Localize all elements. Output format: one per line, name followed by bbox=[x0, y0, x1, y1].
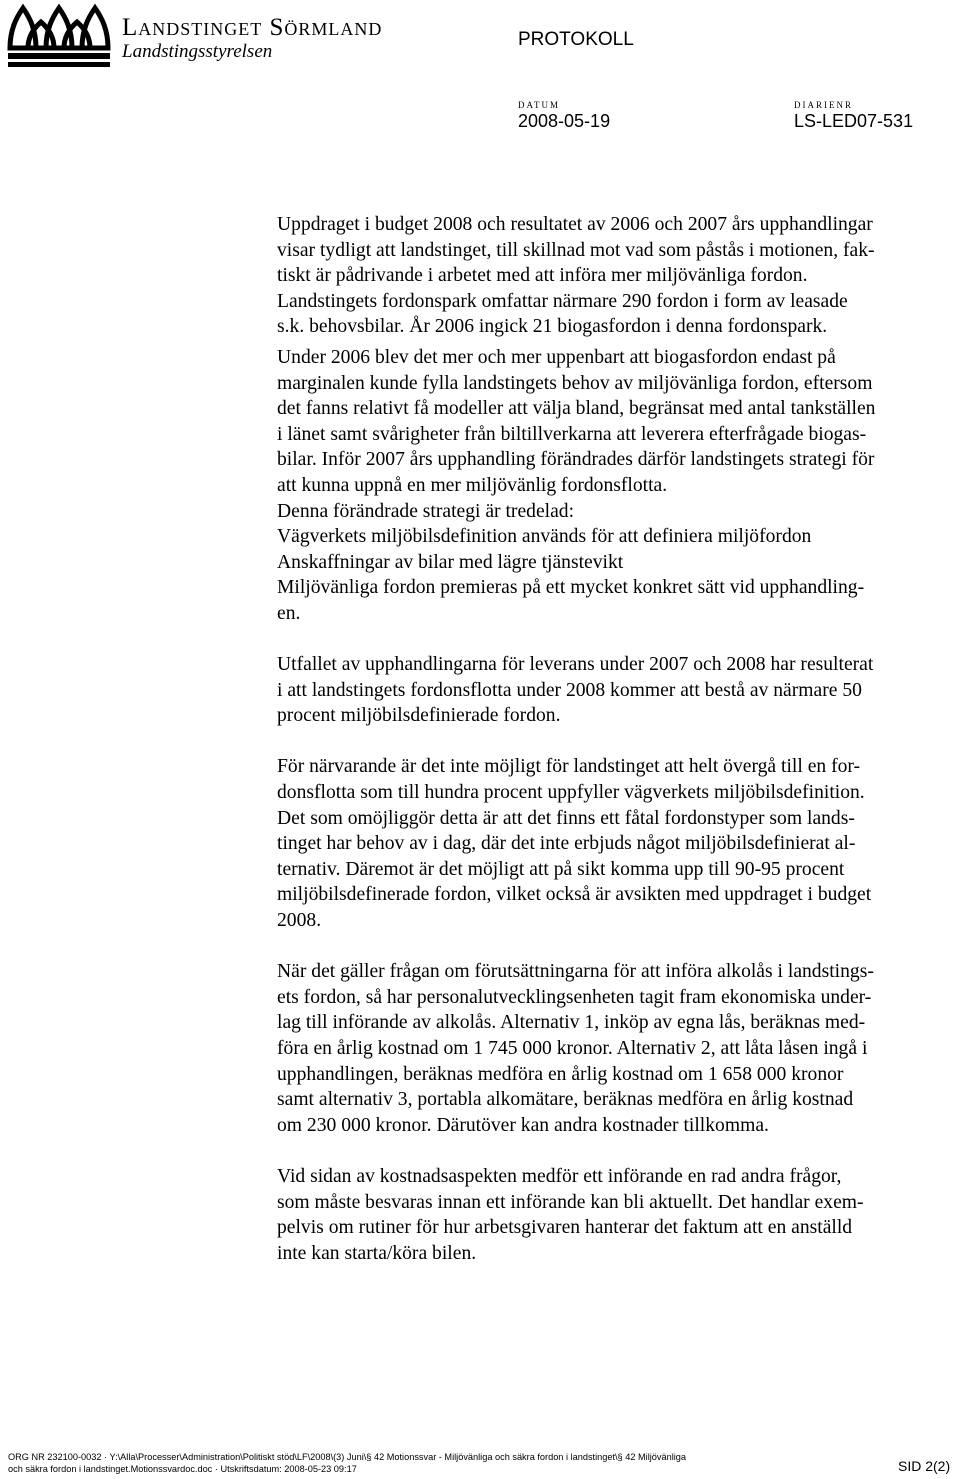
text-line: föra en årlig kostnad om 1 745 000 kronor. Alternativ 2, att låta låsen ingå i bbox=[277, 1038, 868, 1059]
text-line: ets fordon, så har personalutvecklingsenheten tagit fram ekonomiska under- bbox=[277, 986, 872, 1008]
text-line: s.k. behovsbilar. År 2006 ingick 21 biogasfordon i denna fordonspark. bbox=[277, 316, 828, 338]
text-line: Utfallet av upphandlingarna för leverans under 2007 och 2008 har resulterat bbox=[277, 654, 874, 676]
paragraph-2 bbox=[277, 345, 957, 627]
crown-logo-icon bbox=[6, 2, 112, 68]
text-line: Vägverkets miljöbilsdefinition används för att definiera miljöfordon bbox=[277, 526, 812, 548]
paragraph-4 bbox=[277, 754, 957, 933]
text-line: det fanns relativt få modeller att välja bland, begränsat med antal tankställen bbox=[277, 398, 876, 420]
document-body bbox=[277, 212, 957, 1266]
text-line: i länet samt svårigheter från biltillverkarna att leverera efterfrågade biogas- bbox=[277, 423, 867, 445]
text-line: Uppdraget i budget 2008 och resultatet av 2006 och 2007 års upphandlingar bbox=[277, 214, 873, 235]
text-line: pelvis om rutiner för hur arbetsgivaren hanterar det faktum att en anställd bbox=[277, 1217, 853, 1239]
paragraph-6 bbox=[277, 1164, 957, 1266]
organization-name: Landstinget Sörmland bbox=[122, 14, 383, 41]
text-line: bilar. Inför 2007 års upphandling förändrades därför landstingets strategi för bbox=[277, 449, 875, 471]
registration-number-value: LS-LED07-531 bbox=[794, 111, 914, 131]
organization-subtitle: Landstingsstyrelsen bbox=[122, 41, 273, 62]
page-footer bbox=[8, 1451, 868, 1475]
date-value: 2008-05-19 bbox=[518, 111, 611, 131]
footer-line: och säkra fordon i landstinget.Motionssvardoc.doc · Utskriftsdatum: 2008-05-23 09:17 bbox=[8, 1464, 357, 1474]
text-line: en. bbox=[277, 602, 301, 624]
paragraph-3 bbox=[277, 652, 957, 729]
text-line: att kunna uppnå en mer miljövänlig fordonsflotta. bbox=[277, 474, 668, 496]
text-line: Landstingets fordonspark omfattar närmare 290 fordon i form av leasade bbox=[277, 290, 848, 312]
text-line: samt alternativ 3, portabla alkomätare, beräknas medföra en årlig kostnad bbox=[277, 1089, 854, 1111]
text-line: Det som omöjliggör detta är att det finns ett fåtal fordonstyper som lands- bbox=[277, 807, 855, 829]
text-line: upphandlingen, beräknas medföra en årlig kostnad om 1 658 000 kronor bbox=[277, 1063, 844, 1085]
text-line: tiskt är pådrivande i arbetet med att införa mer miljövänliga fordon. bbox=[277, 265, 808, 287]
text-line: Under 2006 blev det mer och mer uppenbart att biogasfordon endast på bbox=[277, 346, 836, 368]
registration-number-label: DIARIENR bbox=[794, 100, 853, 110]
text-line: miljöbilsdefinerade fordon, vilket också är avsikten med uppdraget i budget bbox=[277, 884, 872, 906]
text-line: marginalen kunde fylla landstingets behov av miljövänliga fordon, eftersom bbox=[277, 372, 873, 394]
text-line: Vid sidan av kostnadsaspekten medför ett införande en rad andra frågor, bbox=[277, 1165, 842, 1187]
text-line: Miljövänliga fordon premieras på ett mycket konkret sätt vid upphandling- bbox=[277, 577, 865, 599]
date-label: DATUM bbox=[518, 100, 561, 110]
text-line: ternativ. Däremot är det möjligt att på sikt komma upp till 90-95 procent bbox=[277, 858, 845, 880]
text-line: Anskaffningar av bilar med lägre tjänstevikt bbox=[277, 551, 624, 573]
document-type: PROTOKOLL bbox=[518, 29, 634, 50]
paragraph-5 bbox=[277, 959, 957, 1138]
text-line: När det gäller frågan om förutsättningarna för att införa alkolås i landstings- bbox=[277, 961, 874, 983]
text-line: donsflotta som till hundra procent uppfyller vägverkets miljöbilsdefinition. bbox=[277, 782, 865, 804]
text-line: Denna förändrade strategi är tredelad: bbox=[277, 500, 575, 522]
text-line: tinget har behov av i dag, där det inte erbjuds något miljöbilsdefinierat al- bbox=[277, 833, 856, 855]
text-line: som måste besvaras innan ett införande kan bli aktuellt. Det handlar exem- bbox=[277, 1191, 864, 1213]
text-line: 2008. bbox=[277, 910, 322, 932]
page-number: SID 2(2) bbox=[898, 1458, 951, 1474]
text-line: om 230 000 kronor. Därutöver kan andra kostnader tillkomma. bbox=[277, 1114, 769, 1136]
paragraph-1 bbox=[277, 212, 957, 340]
text-line: lag till införande av alkolås. Alternativ 1, inköp av egna lås, beräknas med- bbox=[277, 1012, 866, 1034]
text-line: visar tydligt att landstinget, till skillnad mot vad som påstås i motionen, fak- bbox=[277, 239, 875, 261]
footer-line: ORG NR 232100-0032 · Y:\Alla\Processer\Administration\Politiskt stöd\LF\2008\(3) Juni\§ 42 Motionssvar - Miljövänliga och säkra fordon i landstinget\§ 42 Miljövänliga bbox=[8, 1452, 686, 1462]
text-line: procent miljöbilsdefinierade fordon. bbox=[277, 705, 561, 727]
text-line: inte kan starta/köra bilen. bbox=[277, 1242, 477, 1264]
text-line: i att landstingets fordonsflotta under 2008 kommer att bestå av närmare 50 bbox=[277, 679, 862, 701]
text-line: För närvarande är det inte möjligt för landstinget att helt övergå till en for- bbox=[277, 756, 861, 778]
